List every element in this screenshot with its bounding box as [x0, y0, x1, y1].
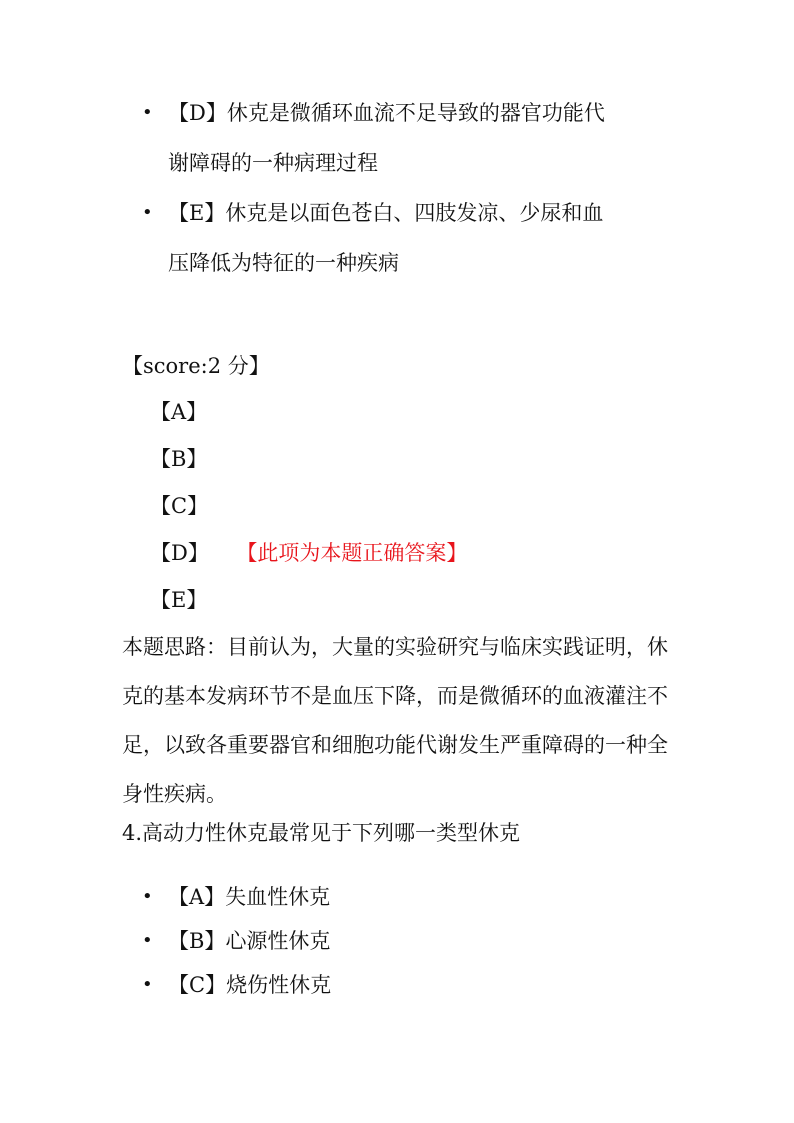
bullet: • — [142, 102, 153, 123]
analysis-text: 本题思路：目前认为，大量的实验研究与临床实践证明，休克的基本发病环节不是血压下降，而是微循环的血液灌注不足，以致各重要器官和细胞功能代谢发生严重障碍的一种全身性疾病。 — [122, 635, 668, 806]
option-label: 【A】 — [168, 885, 226, 909]
answer-c — [150, 486, 467, 533]
question-4-options — [140, 875, 680, 1007]
option-b — [140, 919, 680, 963]
answer-label: 【B】 — [150, 447, 208, 471]
option-a — [140, 875, 680, 919]
option-d — [140, 88, 680, 188]
bullet: • — [142, 974, 153, 995]
answer-a — [150, 392, 467, 439]
question-4-title: 4.高动力性休克最常见于下列哪一类型休克 — [122, 821, 521, 845]
option-text: 休克是以面色苍白、四肢发凉、少尿和血 — [225, 201, 604, 225]
option-label: 【E】 — [168, 201, 226, 225]
option-text-continued: 压降低为特征的一种疾病 — [168, 251, 399, 275]
option-e — [140, 188, 680, 288]
answer-label: 【C】 — [150, 494, 209, 518]
correct-answer-marker: 【此项为本题正确答案】 — [246, 541, 468, 565]
bullet: • — [142, 886, 153, 907]
option-text: 烧伤性休克 — [226, 973, 332, 997]
option-text: 心源性休克 — [225, 929, 331, 953]
option-label: 【B】 — [168, 929, 226, 953]
score-label: 【score:2 分】 — [122, 354, 270, 378]
option-text-continued: 谢障碍的一种病理过程 — [168, 151, 378, 175]
answer-b — [150, 439, 467, 486]
option-text: 失血性休克 — [225, 885, 331, 909]
answer-label: 【A】 — [150, 400, 208, 424]
option-label: 【D】 — [168, 101, 227, 125]
previous-question-options — [140, 88, 680, 288]
option-c — [140, 963, 680, 1007]
bullet: • — [142, 202, 153, 223]
answer-label: 【D】 — [150, 541, 209, 565]
option-label: 【C】 — [168, 973, 227, 997]
answer-label: 【E】 — [150, 588, 208, 612]
answer-d — [150, 533, 467, 580]
option-text: 休克是微循环血流不足导致的器官功能代 — [226, 101, 605, 125]
bullet: • — [142, 930, 153, 951]
answer-e — [150, 580, 467, 627]
answer-list — [150, 392, 467, 627]
